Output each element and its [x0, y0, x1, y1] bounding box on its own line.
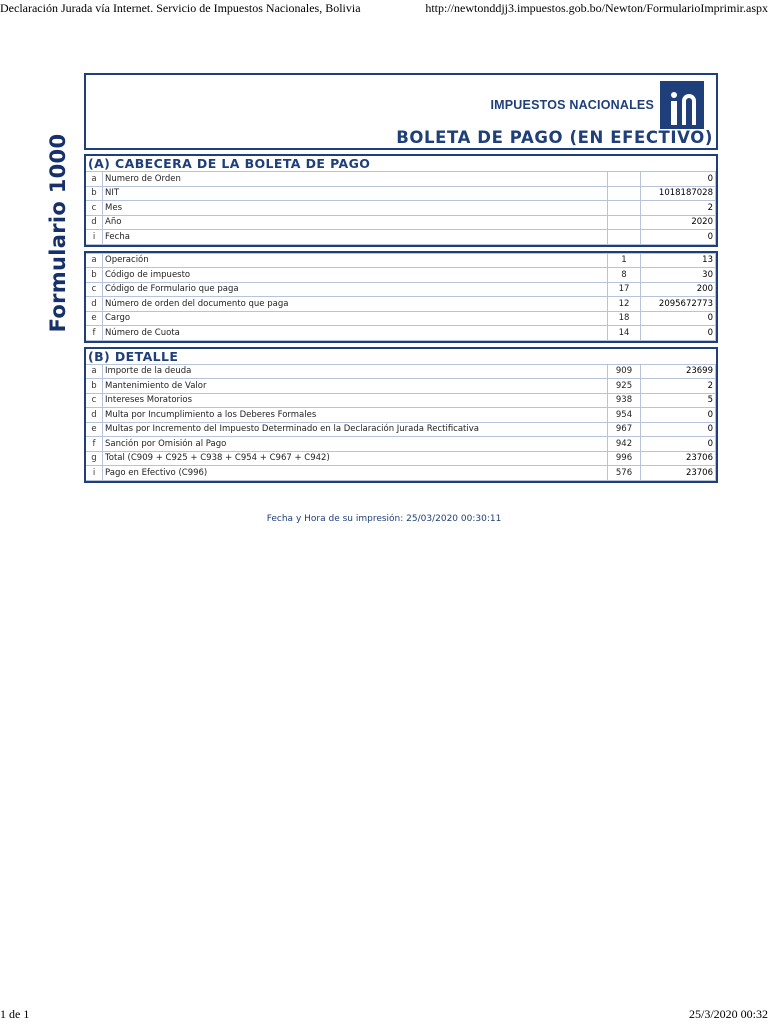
section-a2-rows — [86, 253, 716, 340]
row-code: 967 — [608, 422, 641, 437]
table-row — [86, 326, 716, 341]
row-value: 23706 — [641, 466, 716, 481]
table-row — [86, 201, 716, 216]
row-letter: g — [86, 451, 103, 466]
row-value: 0 — [641, 326, 716, 341]
row-code: 12 — [608, 297, 641, 312]
form-title: BOLETA DE PAGO (EN EFECTIVO) — [396, 128, 713, 147]
row-letter: f — [86, 326, 103, 341]
table-row — [86, 451, 716, 466]
table-row — [86, 437, 716, 452]
print-footer — [0, 1004, 768, 1024]
table-row — [86, 379, 716, 394]
row-letter: d — [86, 297, 103, 312]
row-code: 938 — [608, 393, 641, 408]
row-letter: a — [86, 172, 103, 187]
section-b — [84, 347, 718, 483]
row-letter: e — [86, 422, 103, 437]
document-title: Declaración Jurada vía Internet. Servicio de Impuestos Nacionales, Bolivia — [0, 1, 361, 15]
section-a2-table — [86, 253, 716, 341]
section-b-heading: (B) DETALLE — [88, 348, 179, 364]
row-value: 23706 — [641, 451, 716, 466]
table-row — [86, 311, 716, 326]
section-b-rows — [86, 364, 716, 480]
row-label: Año — [103, 215, 608, 230]
row-value: 2 — [641, 379, 716, 394]
form-number-label: Formulario 1000 — [46, 133, 70, 332]
row-code: 576 — [608, 466, 641, 481]
row-code — [608, 201, 641, 216]
row-label: Numero de Orden — [103, 172, 608, 187]
row-code: 18 — [608, 311, 641, 326]
row-label: Código de impuesto — [103, 268, 608, 283]
row-letter: a — [86, 364, 103, 379]
row-value: 2020 — [641, 215, 716, 230]
row-label: Mes — [103, 201, 608, 216]
row-label: Pago en Efectivo (C996) — [103, 466, 608, 481]
row-label: Número de Cuota — [103, 326, 608, 341]
row-value: 0 — [641, 311, 716, 326]
table-row — [86, 466, 716, 481]
table-row — [86, 230, 716, 245]
row-value: 2 — [641, 201, 716, 216]
row-code: 8 — [608, 268, 641, 283]
row-value: 0 — [641, 172, 716, 187]
row-code — [608, 215, 641, 230]
row-label: Total (C909 + C925 + C938 + C954 + C967 + C942) — [103, 451, 608, 466]
print-date: 25/3/2020 00:32 — [688, 1007, 768, 1021]
row-code: 1 — [608, 253, 641, 268]
row-value: 0 — [641, 408, 716, 423]
row-value: 1018187028 — [641, 186, 716, 201]
row-value: 13 — [641, 253, 716, 268]
brand-name: IMPUESTOS NACIONALES — [490, 98, 654, 112]
table-row — [86, 408, 716, 423]
row-code: 954 — [608, 408, 641, 423]
section-a-heading: (A) CABECERA DE LA BOLETA DE PAGO — [88, 156, 371, 171]
table-row — [86, 268, 716, 283]
row-label: Código de Formulario que paga — [103, 282, 608, 297]
row-value: 5 — [641, 393, 716, 408]
row-letter: a — [86, 253, 103, 268]
row-value: 0 — [641, 437, 716, 452]
section-a — [84, 154, 718, 247]
form-header — [84, 73, 718, 150]
row-letter: c — [86, 201, 103, 216]
row-letter: d — [86, 408, 103, 423]
row-code: 14 — [608, 326, 641, 341]
table-row — [86, 253, 716, 268]
row-label: Importe de la deuda — [103, 364, 608, 379]
row-label: NIT — [103, 186, 608, 201]
row-code: 909 — [608, 364, 641, 379]
row-letter: i — [86, 466, 103, 481]
row-code — [608, 230, 641, 245]
row-value: 23699 — [641, 364, 716, 379]
row-label: Intereses Moratorios — [103, 393, 608, 408]
table-row — [86, 282, 716, 297]
print-header — [0, 0, 768, 18]
row-label: Sanción por Omisión al Pago — [103, 437, 608, 452]
row-letter: c — [86, 393, 103, 408]
page-url: http://newtonddjj3.impuestos.gob.bo/Newton/FormularioImprimir.aspx — [425, 1, 768, 15]
row-value: 0 — [641, 422, 716, 437]
row-code: 996 — [608, 451, 641, 466]
row-letter: e — [86, 311, 103, 326]
row-code: 17 — [608, 282, 641, 297]
table-row — [86, 297, 716, 312]
row-code — [608, 172, 641, 187]
row-letter: d — [86, 215, 103, 230]
row-label: Multa por Incumplimiento a los Deberes Formales — [103, 408, 608, 423]
row-label: Cargo — [103, 311, 608, 326]
page-number: 1 de 1 — [0, 1007, 30, 1021]
row-value: 200 — [641, 282, 716, 297]
row-code: 942 — [608, 437, 641, 452]
section-b-table — [86, 364, 716, 481]
table-row — [86, 364, 716, 379]
row-value: 2095672773 — [641, 297, 716, 312]
table-row — [86, 172, 716, 187]
row-label: Mantenimiento de Valor — [103, 379, 608, 394]
row-code — [608, 186, 641, 201]
section-a-table — [86, 171, 716, 245]
row-label: Operación — [103, 253, 608, 268]
row-letter: c — [86, 282, 103, 297]
table-row — [86, 186, 716, 201]
row-value: 30 — [641, 268, 716, 283]
row-label: Número de orden del documento que paga — [103, 297, 608, 312]
row-letter: i — [86, 230, 103, 245]
row-letter: f — [86, 437, 103, 452]
row-label: Fecha — [103, 230, 608, 245]
row-letter: b — [86, 268, 103, 283]
payment-form — [84, 73, 718, 483]
print-timestamp: Fecha y Hora de su impresión: 25/03/2020 00:30:11 — [266, 514, 502, 524]
row-value: 0 — [641, 230, 716, 245]
row-letter: b — [86, 186, 103, 201]
table-row — [86, 215, 716, 230]
section-a-rows — [86, 172, 716, 245]
section-a2 — [84, 251, 718, 343]
row-label: Multas por Incremento del Impuesto Determinado en la Declaración Jurada Rectificativa — [103, 422, 608, 437]
form-side-title — [38, 130, 78, 335]
table-row — [86, 422, 716, 437]
row-letter: b — [86, 379, 103, 394]
impuestos-logo-icon — [660, 81, 704, 129]
table-row — [86, 393, 716, 408]
row-code: 925 — [608, 379, 641, 394]
